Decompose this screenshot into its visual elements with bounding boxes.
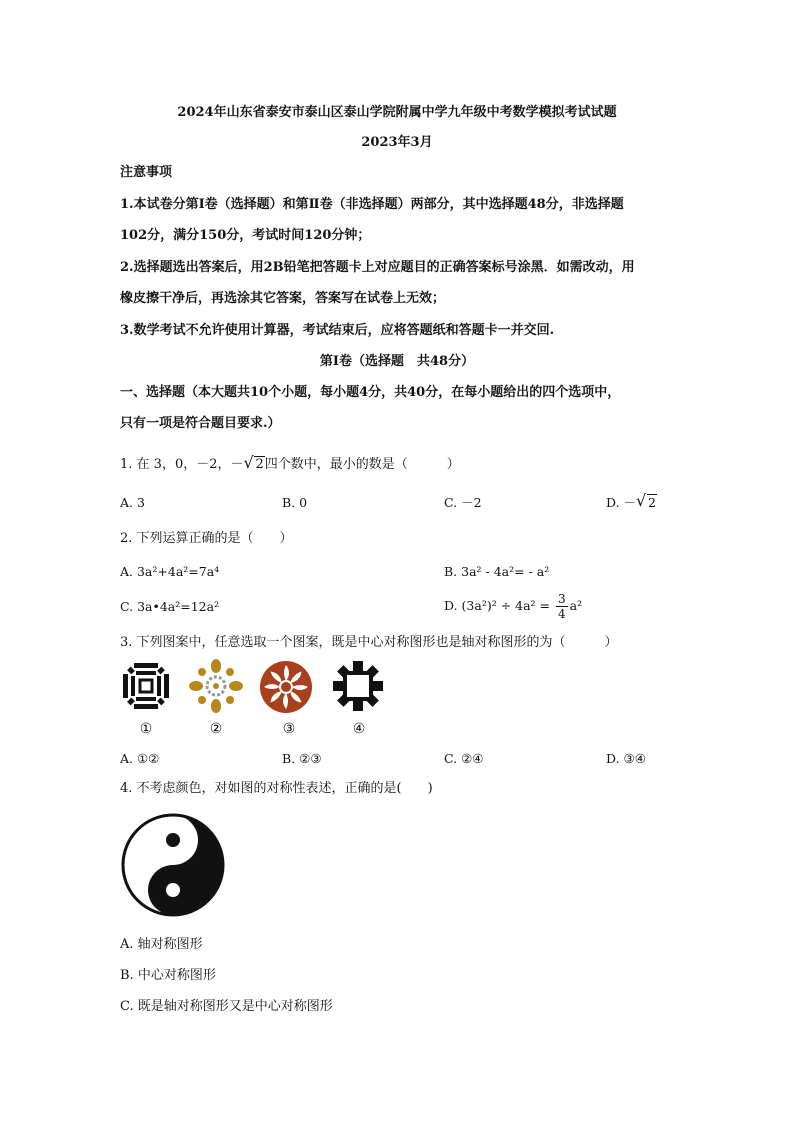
- note-3: 3.数学考试不允许使用计算器，考试结束后，应将答题纸和答题卡一并交回.: [120, 323, 555, 338]
- square-star-icon: [331, 659, 385, 713]
- figure-label-2: ②: [209, 721, 223, 737]
- q3-option-b: B. ②③: [282, 751, 322, 766]
- q1-option-a: A. 3: [120, 495, 145, 510]
- figure-label-4: ④: [352, 721, 366, 737]
- fraction: [556, 592, 568, 621]
- notes-heading: 注意事项: [120, 165, 173, 180]
- q2-option-d-expr: (3a²)² ÷ 4a² =: [461, 598, 551, 613]
- q3-option-a: A. ①②: [120, 751, 160, 766]
- ornament-figure-icon: [188, 658, 244, 714]
- q4-stem: 4. 不考虑颜色，对如图的对称性表述，正确的是( ): [120, 781, 433, 796]
- swirl-flower-icon: [258, 659, 314, 715]
- q1-option-b: B. 0: [282, 495, 308, 510]
- q1-stem-post: 四个数中，最小的数是（ ）: [264, 457, 460, 472]
- section-intro-a: 一、选择题（本大题共10个小题，每小题4分，共40分，在每小题给出的四个选项中，: [120, 385, 621, 400]
- q1-radicand: 2: [255, 457, 264, 472]
- exam-title: 2024年山东省泰安市泰山区泰山学院附属中学九年级中考数学模拟考试试题: [177, 105, 617, 120]
- q1-stem: [120, 453, 460, 474]
- yin-yang-icon: [120, 812, 226, 918]
- sqrt-symbol: √ 2: [636, 491, 656, 510]
- fraction-numerator: 3: [558, 592, 566, 606]
- q1-stem-pre: 1. 在 3，0，－2，－: [120, 457, 244, 472]
- note-2b: 橡皮擦干净后，再选涂其它答案，答案写在试卷上无效；: [120, 291, 446, 306]
- q2-option-d: [444, 590, 582, 622]
- q2-option-b: B. 3a² - 4a²= - a²: [444, 564, 550, 579]
- exam-date: 2023年3月: [361, 135, 433, 150]
- q1-option-d: [606, 491, 657, 512]
- q4-option-a: A. 轴对称图形: [120, 937, 203, 952]
- figure-label-1: ①: [139, 721, 153, 737]
- figure-label-3: ③: [282, 721, 296, 737]
- section-title: 第Ⅰ卷（选择题 共48分）: [319, 354, 475, 369]
- note-2a: 2.选择题选出答案后，用2B铅笔把答题卡上对应题目的正确答案标号涂黑．如需改动，用: [120, 260, 635, 275]
- note-1b: 102分，满分150分，考试时间120分钟；: [120, 228, 371, 243]
- note-1a: 1.本试卷分第Ⅰ卷（选择题）和第Ⅱ卷（非选择题）两部分，其中选择题48分，非选择题: [120, 197, 624, 212]
- q1-option-c: C. －2: [444, 495, 482, 510]
- q3-option-c: C. ②④: [444, 751, 484, 766]
- q3-stem: 3. 下列图案中，任意选取一个图案，既是中心对称图形也是轴对称图形的为（ ）: [120, 635, 618, 650]
- q1-option-d-radicand: 2: [648, 495, 656, 510]
- q4-option-c: C. 既是轴对称图形又是中心对称图形: [120, 999, 333, 1014]
- q2-option-d-pre: D.: [444, 598, 458, 613]
- q2-option-a: A. 3a²+4a²=7a⁴: [120, 564, 220, 579]
- q2-option-c: C. 3a•4a²=12a²: [120, 599, 220, 614]
- q2-option-d-post: a²: [569, 598, 583, 613]
- q3-option-d: D. ③④: [606, 751, 646, 766]
- fraction-denominator: 4: [558, 607, 566, 621]
- bagua-figure-icon: [120, 660, 172, 712]
- q4-option-b: B. 中心对称图形: [120, 968, 216, 983]
- sqrt-symbol: √ 2: [243, 453, 264, 472]
- section-intro-b: 只有一项是符合题目要求.）: [120, 416, 281, 431]
- q2-stem: 2. 下列运算正确的是（ ）: [120, 531, 293, 546]
- q1-option-d-pre: D. －: [606, 495, 637, 510]
